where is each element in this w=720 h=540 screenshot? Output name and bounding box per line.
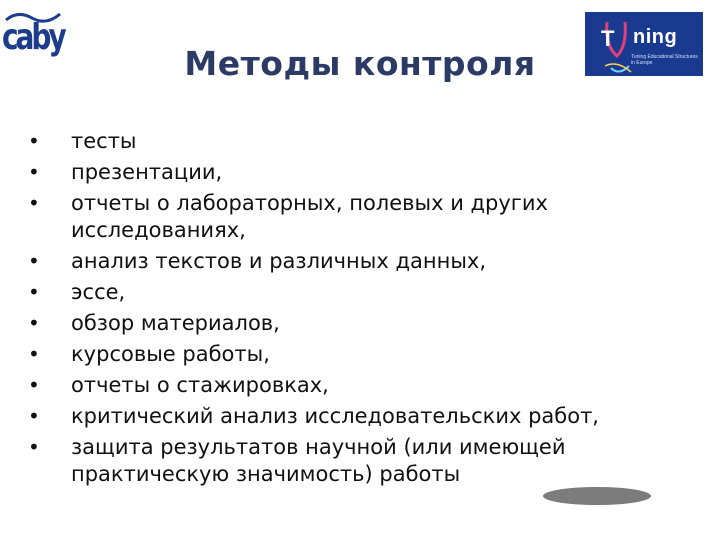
bullet-icon: • — [28, 311, 40, 335]
list-item: • курсовые работы, — [28, 342, 270, 366]
list-item: • анализ текстов и различных данных, — [28, 249, 487, 273]
bullet-icon: • — [28, 160, 40, 184]
list-item: • защита результатов научной (или имеющей практическую значимость) работы — [28, 435, 566, 486]
list-item: • обзор материалов, — [28, 311, 280, 335]
bullet-icon: • — [28, 435, 40, 459]
caby-logo-text: caby — [2, 17, 64, 58]
list-item: • презентации, — [28, 160, 223, 184]
bullet-icon: • — [28, 404, 40, 428]
slide-title: Методы контроля — [184, 44, 536, 83]
list-item: • тесты — [28, 129, 137, 153]
tuning-tagline: Tuning Educational Structures in Europe — [631, 54, 698, 66]
list-item: • эссе, — [28, 280, 126, 304]
bullet-icon: • — [28, 129, 40, 153]
svg-text:T: T — [601, 26, 615, 51]
list-item: • критический анализ исследовательских работ, — [28, 404, 599, 428]
tuning-logo — [585, 12, 703, 76]
methods-list — [28, 128, 688, 492]
list-item: • отчеты о лабораторных, полевых и других исследованиях, — [28, 191, 548, 242]
bullet-icon: • — [28, 191, 40, 215]
tuning-brand-text: ning — [633, 26, 678, 48]
list-item: • отчеты о стажировках, — [28, 373, 329, 397]
bullet-icon: • — [28, 373, 40, 397]
bullet-icon: • — [28, 342, 40, 366]
caby-logo — [0, 8, 74, 64]
bullet-icon: • — [28, 249, 40, 273]
decorative-shape — [543, 487, 651, 505]
bullet-icon: • — [28, 280, 40, 304]
